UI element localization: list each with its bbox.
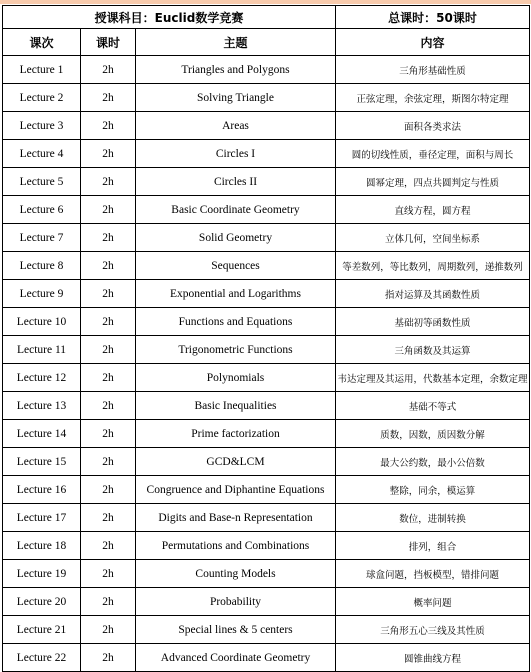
content-cell: 数位，进制转换 bbox=[336, 504, 530, 532]
content-cell: 三角形五心三线及其性质 bbox=[336, 616, 530, 644]
table-row bbox=[3, 280, 530, 308]
content-cell: 等差数列，等比数列，周期数列，递推数列 bbox=[336, 252, 530, 280]
hours-cell: 2h bbox=[81, 644, 136, 672]
hours-cell: 2h bbox=[81, 476, 136, 504]
content-cell: 球盒问题，挡板模型，错排问题 bbox=[336, 560, 530, 588]
column-header-session: 课次 bbox=[3, 29, 81, 56]
hours-cell: 2h bbox=[81, 532, 136, 560]
content-cell: 圆锥曲线方程 bbox=[336, 644, 530, 672]
session-cell: Lecture 4 bbox=[3, 140, 81, 168]
hours-cell: 2h bbox=[81, 364, 136, 392]
banner-row bbox=[3, 6, 530, 29]
content-cell: 圆幂定理，四点共圆判定与性质 bbox=[336, 168, 530, 196]
hours-cell: 2h bbox=[81, 588, 136, 616]
hours-cell: 2h bbox=[81, 168, 136, 196]
topic-cell: Probability bbox=[136, 588, 336, 616]
content-cell: 立体几何，空间坐标系 bbox=[336, 224, 530, 252]
session-cell: Lecture 19 bbox=[3, 560, 81, 588]
session-cell: Lecture 16 bbox=[3, 476, 81, 504]
column-header-content: 内容 bbox=[336, 29, 530, 56]
session-cell: Lecture 21 bbox=[3, 616, 81, 644]
hours-cell: 2h bbox=[81, 308, 136, 336]
table-row bbox=[3, 308, 530, 336]
session-cell: Lecture 18 bbox=[3, 532, 81, 560]
content-cell: 三角函数及其运算 bbox=[336, 336, 530, 364]
topic-cell: Solid Geometry bbox=[136, 224, 336, 252]
topic-cell: Sequences bbox=[136, 252, 336, 280]
session-cell: Lecture 11 bbox=[3, 336, 81, 364]
content-cell: 直线方程，圆方程 bbox=[336, 196, 530, 224]
content-cell: 排列，组合 bbox=[336, 532, 530, 560]
table-row bbox=[3, 616, 530, 644]
session-cell: Lecture 10 bbox=[3, 308, 81, 336]
topic-cell: Permutations and Combinations bbox=[136, 532, 336, 560]
topic-cell: Triangles and Polygons bbox=[136, 56, 336, 84]
content-cell: 指对运算及其函数性质 bbox=[336, 280, 530, 308]
topic-cell: Polynomials bbox=[136, 364, 336, 392]
table-row bbox=[3, 252, 530, 280]
hours-cell: 2h bbox=[81, 224, 136, 252]
content-cell: 最大公约数，最小公倍数 bbox=[336, 448, 530, 476]
table-row bbox=[3, 364, 530, 392]
table-row bbox=[3, 560, 530, 588]
session-cell: Lecture 12 bbox=[3, 364, 81, 392]
content-cell: 整除，同余，模运算 bbox=[336, 476, 530, 504]
content-cell: 正弦定理，余弦定理，斯图尔特定理 bbox=[336, 84, 530, 112]
topic-cell: Exponential and Logarithms bbox=[136, 280, 336, 308]
hours-cell: 2h bbox=[81, 336, 136, 364]
topic-cell: Circles I bbox=[136, 140, 336, 168]
table-row bbox=[3, 588, 530, 616]
topic-cell: Advanced Coordinate Geometry bbox=[136, 644, 336, 672]
content-cell: 基础初等函数性质 bbox=[336, 308, 530, 336]
topic-cell: Functions and Equations bbox=[136, 308, 336, 336]
content-cell: 基础不等式 bbox=[336, 392, 530, 420]
session-cell: Lecture 13 bbox=[3, 392, 81, 420]
session-cell: Lecture 5 bbox=[3, 168, 81, 196]
hours-cell: 2h bbox=[81, 84, 136, 112]
course-schedule-table bbox=[2, 5, 530, 672]
table-row bbox=[3, 196, 530, 224]
topic-cell: Solving Triangle bbox=[136, 84, 336, 112]
content-cell: 韦达定理及其运用，代数基本定理，余数定理 bbox=[336, 364, 530, 392]
table-row bbox=[3, 224, 530, 252]
session-cell: Lecture 2 bbox=[3, 84, 81, 112]
session-cell: Lecture 14 bbox=[3, 420, 81, 448]
table-row bbox=[3, 532, 530, 560]
topic-cell: Areas bbox=[136, 112, 336, 140]
table-row bbox=[3, 336, 530, 364]
hours-cell: 2h bbox=[81, 420, 136, 448]
session-cell: Lecture 7 bbox=[3, 224, 81, 252]
header-row bbox=[3, 29, 530, 56]
hours-cell: 2h bbox=[81, 616, 136, 644]
content-cell: 概率问题 bbox=[336, 588, 530, 616]
subject-label: 授课科目：Euclid数学竞赛 bbox=[3, 6, 336, 29]
content-cell: 面积各类求法 bbox=[336, 112, 530, 140]
hours-cell: 2h bbox=[81, 112, 136, 140]
table-row bbox=[3, 140, 530, 168]
session-cell: Lecture 6 bbox=[3, 196, 81, 224]
column-header-topic: 主题 bbox=[136, 29, 336, 56]
topic-cell: Basic Inequalities bbox=[136, 392, 336, 420]
table-row bbox=[3, 476, 530, 504]
hours-cell: 2h bbox=[81, 448, 136, 476]
session-cell: Lecture 3 bbox=[3, 112, 81, 140]
content-cell: 质数，因数，质因数分解 bbox=[336, 420, 530, 448]
topic-cell: Counting Models bbox=[136, 560, 336, 588]
hours-cell: 2h bbox=[81, 280, 136, 308]
session-cell: Lecture 22 bbox=[3, 644, 81, 672]
session-cell: Lecture 1 bbox=[3, 56, 81, 84]
table-row bbox=[3, 420, 530, 448]
hours-cell: 2h bbox=[81, 560, 136, 588]
topic-cell: Special lines & 5 centers bbox=[136, 616, 336, 644]
topic-cell: Basic Coordinate Geometry bbox=[136, 196, 336, 224]
session-cell: Lecture 9 bbox=[3, 280, 81, 308]
session-cell: Lecture 15 bbox=[3, 448, 81, 476]
hours-cell: 2h bbox=[81, 252, 136, 280]
session-cell: Lecture 17 bbox=[3, 504, 81, 532]
table-row bbox=[3, 392, 530, 420]
topic-cell: Digits and Base-n Representation bbox=[136, 504, 336, 532]
column-header-hours: 课时 bbox=[81, 29, 136, 56]
table-row bbox=[3, 448, 530, 476]
hours-cell: 2h bbox=[81, 392, 136, 420]
table-row bbox=[3, 56, 530, 84]
table-row bbox=[3, 112, 530, 140]
topic-cell: Congruence and Diphantine Equations bbox=[136, 476, 336, 504]
content-cell: 三角形基础性质 bbox=[336, 56, 530, 84]
table-row bbox=[3, 504, 530, 532]
topic-cell: Circles II bbox=[136, 168, 336, 196]
topic-cell: GCD&LCM bbox=[136, 448, 336, 476]
content-cell: 圆的切线性质，垂径定理，面积与周长 bbox=[336, 140, 530, 168]
hours-cell: 2h bbox=[81, 196, 136, 224]
topic-cell: Prime factorization bbox=[136, 420, 336, 448]
total-hours-label: 总课时：50课时 bbox=[336, 6, 530, 29]
session-cell: Lecture 20 bbox=[3, 588, 81, 616]
hours-cell: 2h bbox=[81, 504, 136, 532]
top-accent-strip bbox=[0, 0, 531, 4]
hours-cell: 2h bbox=[81, 56, 136, 84]
table-row bbox=[3, 84, 530, 112]
table-row bbox=[3, 644, 530, 672]
topic-cell: Trigonometric Functions bbox=[136, 336, 336, 364]
hours-cell: 2h bbox=[81, 140, 136, 168]
table-row bbox=[3, 168, 530, 196]
session-cell: Lecture 8 bbox=[3, 252, 81, 280]
